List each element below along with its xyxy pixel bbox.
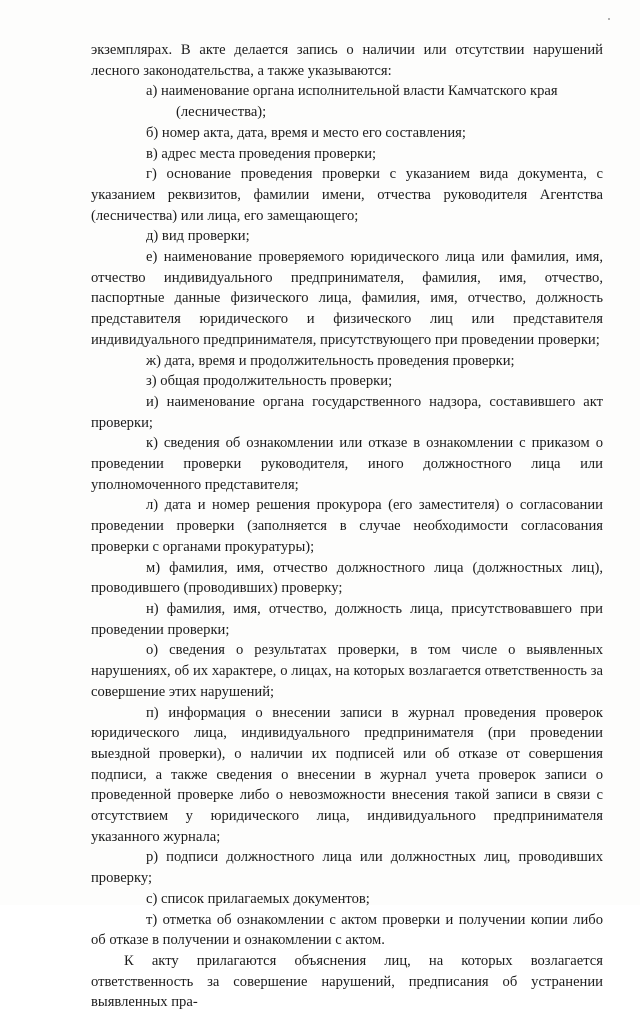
- list-item-s: с) список прилагаемых документов;: [146, 890, 370, 907]
- list-item-a-line1: а) наименование органа исполнительной власти Камчатского края: [146, 83, 558, 100]
- list-item-r: р) подписи должностного лица или должностных лиц, проводивших проверку;: [91, 849, 603, 887]
- document-body: [91, 40, 603, 1013]
- list-item-i: и) наименование органа государственного надзора, составившего акт проверки;: [91, 393, 603, 431]
- list-item-e: е) наименование проверяемого юридического лица или фамилия, имя, отчество индивидуального предпринимателя, фамилия, имя, отчество, паспортные данные физического лица, фамилия, имя, отчество, должность представителя юридического и физического лиц или представителя индивидуального предпринимателя, присутствующего при проведении проверки;: [91, 249, 603, 348]
- paragraph-closing: К акту прилагаются объяснения лиц, на которых возлагается ответственность за совершение нарушений, предписания об устранении выявленных пра-: [91, 952, 603, 1011]
- list-item-a: [91, 81, 603, 122]
- paragraph-intro: экземплярах. В акте делается запись о наличии или отсутствии нарушений лесного законодательства, а также указываются:: [91, 42, 603, 79]
- list-item-t: т) отметка об ознакомлении с актом проверки и получении копии либо об отказе в получении и ознакомлении с актом.: [91, 911, 603, 949]
- list-item-d: д) вид проверки;: [146, 228, 250, 245]
- list-item-g: г) основание проведения проверки с указанием вида документа, с указанием реквизитов, фамилии имени, отчества руководителя Агентства (лесничества) или лица, его замещающего;: [91, 166, 603, 224]
- list-item-o: о) сведения о результатах проверки, в том числе о выявленных нарушениях, об их характере, о лицах, на которых возлагается ответственность за совершение этих нарушений;: [91, 642, 603, 700]
- list-item-n: н) фамилия, имя, отчество, должность лица, присутствовавшего при проведении проверки;: [91, 600, 603, 638]
- list-item-zh: ж) дата, время и продолжительность проведения проверки;: [146, 352, 515, 369]
- list-item-z: з) общая продолжительность проверки;: [146, 373, 393, 390]
- scan-speck: [608, 18, 610, 20]
- list-item-p: п) информация о внесении записи в журнал проведения проверок юридического лица, индивидуального предпринимателя (при проведении выездной проверки), о наличии их подписей или об отказе от совершения подписи, а также сведения о внесении в журнал учета проверок записи о проведенной проверке либо о невозможности внесения такой записи в связи с отсутствием у юридического лица, индивидуального предпринимателя указанного журнала;: [91, 704, 603, 845]
- list-item-a-line2: (лесничества);: [176, 104, 267, 121]
- list-item-m: м) фамилия, имя, отчество должностного лица (должностных лиц), проводившего (проводивших) проверку;: [91, 559, 603, 597]
- list-item-k: к) сведения об ознакомлении или отказе в ознакомлении с приказом о проведении проверки руководителя, иного должностного лица или уполномоченного представителя;: [91, 435, 603, 493]
- list-item-v: в) адрес места проведения проверки;: [146, 145, 377, 162]
- list-item-l: л) дата и номер решения прокурора (его заместителя) о согласовании проведении проверки (заполняется в случае необходимости согласования проверки с органами прокуратуры);: [91, 497, 603, 555]
- list-item-b: б) номер акта, дата, время и место его составления;: [146, 124, 466, 141]
